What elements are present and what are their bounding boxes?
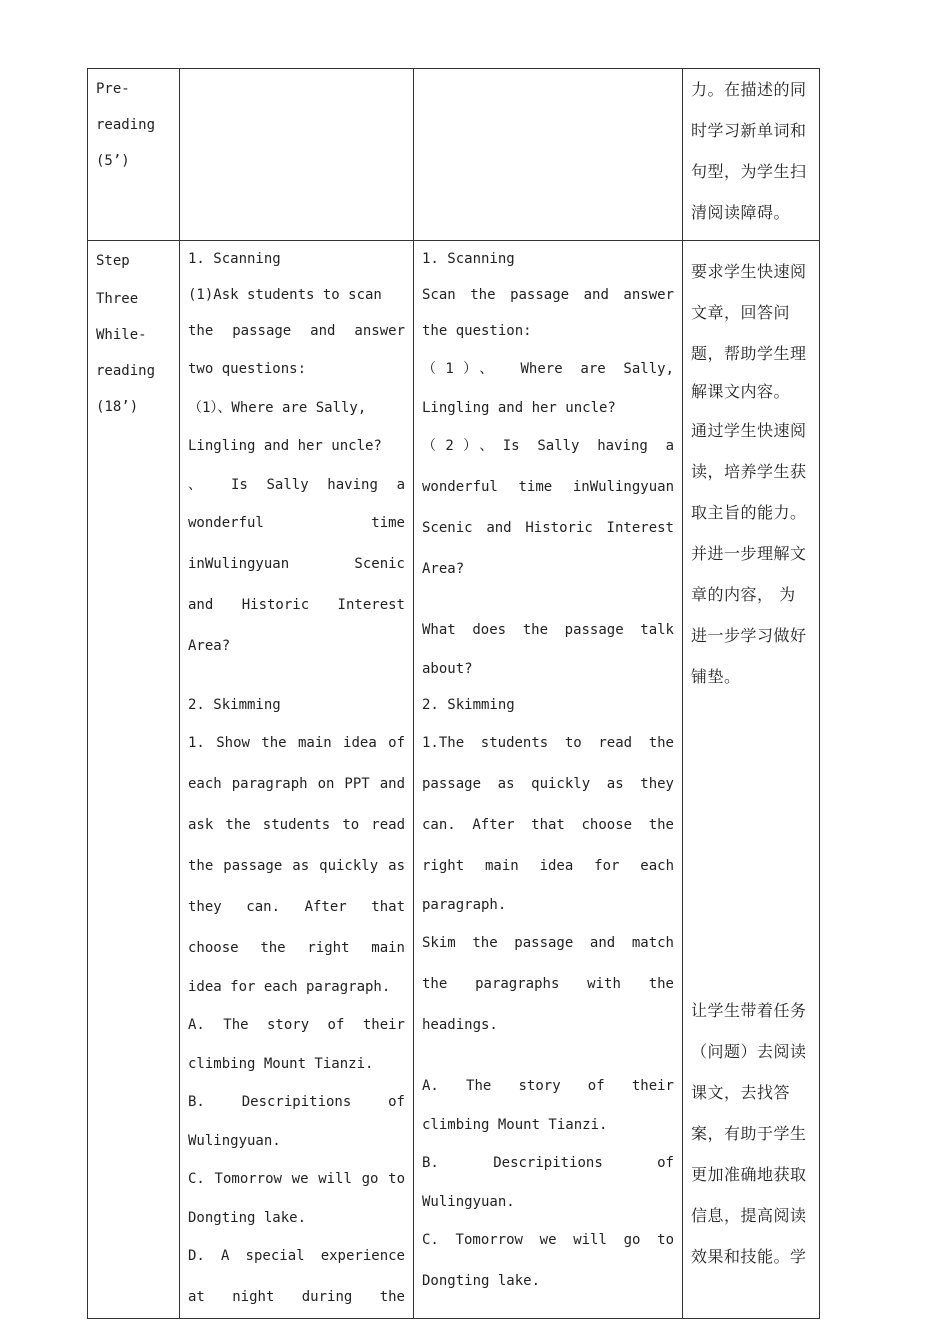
- purpose-line: 进一步学习做好: [691, 626, 807, 645]
- question-line: wonderful time: [188, 515, 405, 531]
- question-line: and Historic Interest: [188, 597, 405, 613]
- purpose-line: 取主旨的能力。: [691, 503, 807, 522]
- purpose-line: 效果和技能。学: [691, 1247, 807, 1266]
- text-line: passage as quickly as they: [422, 776, 674, 792]
- option-line: Dongting lake.: [422, 1273, 541, 1289]
- purpose-line: 通过学生快速阅: [691, 421, 807, 440]
- option-line: A. The story of their: [422, 1078, 674, 1094]
- text-line: each paragraph on PPT and: [188, 776, 405, 792]
- text-line: headings.: [422, 1017, 498, 1033]
- purpose-line: 要求学生快速阅: [691, 262, 807, 281]
- text-line: choose the right main: [188, 940, 405, 956]
- skimming-heading: 2. Skimming: [188, 697, 281, 713]
- teacher-activity-cell-empty: [180, 69, 414, 241]
- text-line: right main idea for each: [422, 858, 674, 874]
- purpose-line: 更加准确地获取: [691, 1165, 807, 1184]
- text-line: the paragraphs with the: [422, 976, 674, 992]
- student-activity-cell-empty: [414, 69, 683, 241]
- option-line: A. The story of their: [188, 1017, 405, 1033]
- text-line: two questions:: [188, 361, 307, 377]
- question-line: inWulingyuan Scenic: [188, 556, 405, 572]
- purpose-line: 解课文内容。: [691, 382, 791, 401]
- question-line: Area?: [188, 638, 231, 654]
- text-line: they can. After that: [188, 899, 405, 915]
- text-line: 1. Show the main idea of: [188, 735, 405, 751]
- text-line: What does the passage talk: [422, 622, 674, 638]
- step-line: While-: [96, 327, 147, 343]
- question-line: （2）、Is Sally having a: [422, 438, 674, 454]
- purpose-line: 信息，提高阅读: [691, 1206, 807, 1225]
- text-line: (1)Ask students to scan: [188, 287, 382, 303]
- purpose-line: 读，培养学生获: [691, 462, 807, 481]
- option-line: at night during the: [188, 1289, 405, 1305]
- teacher-activity-cell: [180, 241, 414, 1319]
- step-cell-while-reading: [88, 241, 180, 1319]
- text-line: Scan the passage and answer: [422, 287, 674, 303]
- purpose-line: 铺垫。: [691, 667, 741, 686]
- text-line: idea for each paragraph.: [188, 979, 391, 995]
- text-line: ask the students to read: [188, 817, 405, 833]
- student-activity-cell: [414, 241, 683, 1319]
- text-line: the passage and answer: [188, 323, 405, 339]
- purpose-line: 清阅读障碍。: [691, 203, 791, 222]
- purpose-line: 章的内容， 为: [691, 585, 796, 604]
- scanning-heading: 1. Scanning: [188, 251, 281, 267]
- text-line: about?: [422, 661, 473, 677]
- option-line: Wulingyuan.: [188, 1133, 281, 1149]
- question-line: wonderful time inWulingyuan: [422, 479, 674, 495]
- text-line: can. After that choose the: [422, 817, 674, 833]
- question-line: 、 Is Sally having a: [188, 477, 405, 493]
- option-line: Wulingyuan.: [422, 1194, 515, 1210]
- question-line: Lingling and her uncle?: [188, 438, 382, 454]
- text-line: Skim the passage and match: [422, 935, 674, 951]
- option-line: B. Descripitions of: [422, 1155, 674, 1171]
- step-line: Step: [96, 253, 130, 269]
- table-row-pre-reading: [88, 69, 820, 241]
- text-line: 1.The students to read the: [422, 735, 674, 751]
- option-line: C. Tomorrow we will go to: [422, 1232, 674, 1248]
- purpose-line: 让学生带着任务: [691, 1001, 807, 1020]
- purpose-line: 课文，去找答: [691, 1083, 791, 1102]
- step-line: (5’): [96, 153, 130, 169]
- question-line: （1）、 Where are Sally,: [422, 361, 674, 377]
- purpose-line: （问题）去阅读: [691, 1042, 807, 1061]
- option-line: Dongting lake.: [188, 1210, 307, 1226]
- purpose-line: 文章，回答问: [691, 303, 791, 322]
- text-line: paragraph.: [422, 897, 507, 913]
- purpose-line: 时学习新单词和: [691, 121, 807, 140]
- step-line: Three: [96, 291, 139, 307]
- lesson-plan-table: [87, 68, 820, 1319]
- skimming-heading: 2. Skimming: [422, 697, 515, 713]
- purpose-line: 案，有助于学生: [691, 1124, 807, 1143]
- purpose-line: 句型，为学生扫: [691, 162, 807, 181]
- step-line: Pre-: [96, 81, 130, 97]
- step-line: reading: [96, 363, 156, 379]
- option-line: climbing Mount Tianzi.: [188, 1056, 374, 1072]
- option-line: C. Tomorrow we will go to: [188, 1171, 405, 1187]
- option-line: D. A special experience: [188, 1248, 405, 1264]
- purpose-line: 并进一步理解文: [691, 544, 807, 563]
- purpose-cell-pre-reading: [683, 69, 820, 241]
- purpose-line: 题，帮助学生理: [691, 344, 807, 363]
- step-line: reading: [96, 117, 156, 133]
- step-cell-pre-reading: [88, 69, 180, 241]
- question-line: Lingling and her uncle?: [422, 400, 616, 416]
- text-line: the passage as quickly as: [188, 858, 405, 874]
- text-line: the question:: [422, 323, 532, 339]
- option-line: B. Descripitions of: [188, 1094, 405, 1110]
- option-line: climbing Mount Tianzi.: [422, 1117, 608, 1133]
- question-line: Area?: [422, 561, 465, 577]
- step-line: (18’): [96, 399, 139, 415]
- table-row-while-reading: [88, 241, 820, 1319]
- purpose-line: 力。在描述的同: [691, 80, 807, 99]
- purpose-cell-while-reading: [683, 241, 820, 1319]
- scanning-heading: 1. Scanning: [422, 251, 515, 267]
- question-line: （1）、Where are Sally,: [188, 400, 367, 416]
- question-line: Scenic and Historic Interest: [422, 520, 674, 536]
